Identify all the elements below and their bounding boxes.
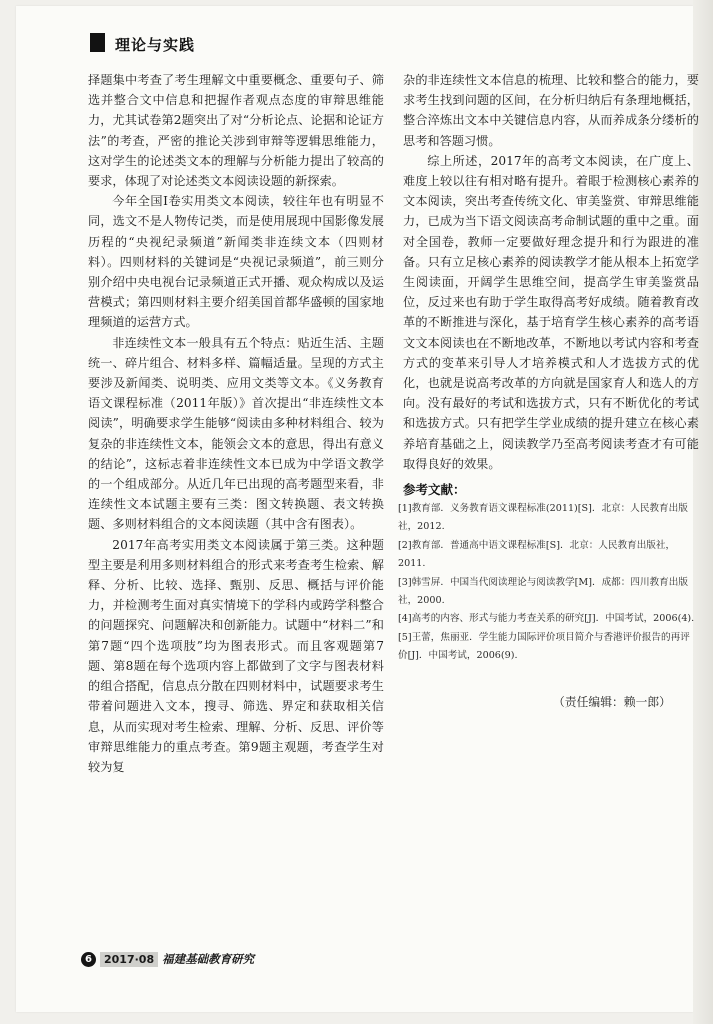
responsible-editor: （责任编辑：赖一郎） (553, 695, 671, 709)
left-column (88, 70, 384, 777)
reference-item: [1]教育部．义务教育语文课程标准(2011)[S]．北京：人民教育出版社，2012. (398, 503, 688, 533)
page-number: 6 (81, 952, 96, 967)
section-title: 理论与实践 (115, 36, 196, 54)
reference-item: [2]教育部．普通高中语文课程标准[S]．北京：人民教育出版社，2011. (398, 539, 676, 570)
reference-item: [4]高考的内容、形式与能力考查关系的研究[J]．中国考试，2006(4). (398, 613, 695, 625)
reference-item: [5]王蕾，焦丽亚．学生能力国际评价项目简介与香港评价报告的再评价[J]．中国考试，2006(9). (398, 631, 690, 662)
page-footer (81, 951, 254, 967)
right-paragraph-2: 综上所述，2017年的高考文本阅读，在广度上、难度上较以往有相对略有提升。着眼于检测核心素养的文本阅读，突出考查传统文化、审美鉴赏、审辩思维能力，已成为当下语文阅读高考命制试题的重中之重。面对全国卷，教师一定要做好理念提升和行为跟进的准备。只有立足核心素养的阅读教学才能从根本上拓宽学生阅读面，开阔学生思维空间，提高学生审美鉴赏品位，反过来也有助于学生取得高考好成绩。随着教育改革的不断推进与深化，基于培育学生核心素养的高考语文文本阅读也在不断地改革，不断地以考试内容和考查方式的变革来引导人才培养模式和人才选拔方式的优化，也就是说高考改革的方向就是国家育人和选人的方向。没有最好的考试和选拔方式，只有不断优化的考试和选拔方式。只有把学生学业成绩的提升建立在核心素养培育基础之上，阅读教学乃至高考阅读考查才有可能取得良好的效果。 (403, 153, 699, 471)
journal-name: 福建基础教育研究 (162, 952, 255, 966)
references-heading: 参考文献： (403, 482, 466, 497)
reference-item: [3]韩雪屏．中国当代阅读理论与阅读教学[M]．成都：四川教育出版社，2000. (398, 576, 688, 607)
references-list (398, 500, 698, 666)
section-marker-square (90, 33, 105, 52)
left-paragraph-2: 今年全国Ⅰ卷实用类文本阅读，较往年也有明显不同，选文不是人物传记类，而是使用展现中国影像发展历程的“央视纪录频道”新闻类非连续文本（四则材料）。四则材料的关键词是“央视记录频道”，前三则分别介绍中央电视台记录频道正式开播、观众构成以及运营模式；第四则材料主要介绍美国首都华盛顿的国家地理频道的运营方式。 (88, 194, 384, 330)
left-paragraph-4: 2017年高考实用类文本阅读属于第三类。这种题型主要是利用多则材料组合的形式来考查考生检索、解释、分析、比较、选择、甄别、反思、概括与评价能力，并检测考生面对真实情境下的学科内或跨学科整合的问题探究、问题解决和创新能力。试题中“材料二”和第7题“四个选项肢”均为图表形式。而且客观题第7题、第8题在每个选项内容上都做到了文字与图表材料的组合搭配，信息点分散在四则材料中，试题要求考生带着问题进入文本，搜寻、筛选、界定和获取相关信息，从而实现对考生检索、理解、分析、反思、评价等审辩思维能力的重点考查。第9题主观题，考查学生对较为复 (88, 537, 384, 774)
left-paragraph-1: 择题集中考查了考生理解文中重要概念、重要句子、筛选并整合文中信息和把握作者观点态度的审辩思维能力，尤其试卷第2题突出了对“分析论点、论据和论证方法”的考查，严密的推论关涉到审辩等逻辑思维能力，这对学生的论述类文本的理解与分析能力提出了较高的要求，体现了对论述类文本阅读设题的新探索。 (88, 73, 384, 189)
issue-label: 2017·08 (100, 952, 158, 967)
right-column (403, 70, 699, 474)
right-paragraph-1: 杂的非连续性文本信息的梳理、比较和整合的能力，要求考生找到问题的区间，在分析归纳后有条理地概括，整合淬炼出文本中关键信息内容，从而养成条分缕析的思考和答题习惯。 (403, 73, 699, 148)
left-paragraph-3: 非连续性文本一般具有五个特点：贴近生活、主题统一、碎片组合、材料多样、篇幅适量。呈现的方式主要涉及新闻类、说明类、应用文类等文本。《义务教育语文课程标准（2011年版）》首次提出“非连续性文本阅读”，明确要求学生能够“阅读由多种材料组合、较为复杂的非连续性文本，能领会文本的意思，得出有意义的结论”，这标志着非连续性文本已成为中学语文教学的一个组成部分。从近几年已出现的高考题型来看，非连续性文本试题主要有三类：图文转换题、表文转换题、多则材料组合的文本阅读题（其中含有图表）。 (88, 335, 384, 532)
